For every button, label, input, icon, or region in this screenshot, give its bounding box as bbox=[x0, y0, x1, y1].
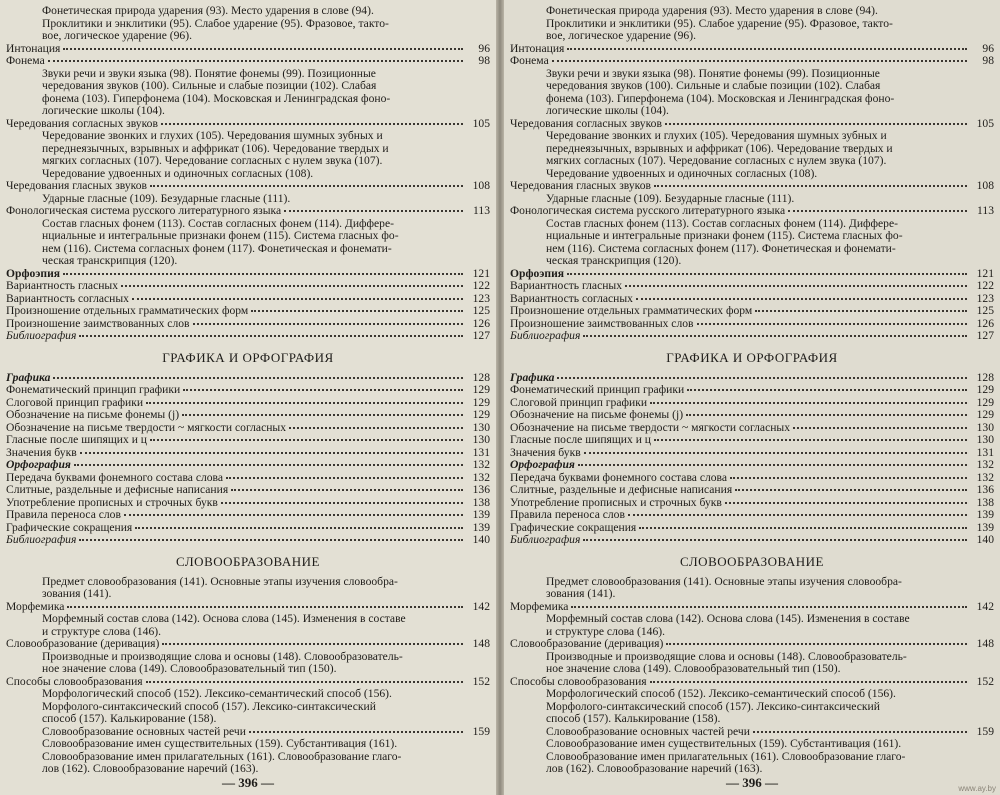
leader-dots bbox=[571, 599, 967, 608]
leader-dots bbox=[583, 532, 967, 541]
toc-entry-label: Библиография bbox=[6, 329, 77, 342]
toc-page-number: 130 bbox=[472, 433, 490, 446]
toc-entry-label: Орфоэпия bbox=[6, 266, 61, 280]
toc-subentries bbox=[6, 651, 490, 676]
leader-dots bbox=[697, 316, 967, 325]
toc-entry-label: Орфоэпия bbox=[510, 266, 565, 280]
toc-page-number: 127 bbox=[976, 329, 994, 342]
toc-entry-label: Графика bbox=[510, 370, 555, 384]
toc-entry-label: Фонологическая система русского литературного языка bbox=[6, 204, 282, 217]
subentry-line: ное значение слова (149). Словообразовательный тип (150). bbox=[42, 662, 337, 675]
toc-entry[interactable] bbox=[510, 638, 994, 651]
subentry-line: Производные и производящие слова и основы (148). Словообразователь- bbox=[546, 649, 907, 663]
toc-page-number: 105 bbox=[976, 116, 994, 130]
toc-entry-label: Вариантность гласных bbox=[510, 279, 623, 292]
toc-page-number: 139 bbox=[976, 520, 994, 534]
subentry-line: зования (141). bbox=[42, 587, 112, 600]
toc-page-number: 108 bbox=[472, 179, 490, 192]
toc-page-number: 113 bbox=[473, 204, 490, 217]
toc-page-number: 136 bbox=[976, 483, 994, 496]
leader-dots bbox=[132, 291, 463, 300]
toc-entry[interactable] bbox=[6, 205, 490, 218]
leader-dots bbox=[161, 116, 463, 125]
leader-dots bbox=[654, 432, 967, 441]
leader-dots bbox=[249, 724, 463, 733]
toc-subentries bbox=[6, 688, 490, 726]
toc-entry[interactable] bbox=[510, 118, 994, 131]
toc-entry-label: Библиография bbox=[510, 329, 581, 342]
leader-dots bbox=[289, 420, 463, 429]
leader-dots bbox=[578, 457, 967, 466]
subentry-line: способ (157). Калькирование (158). bbox=[42, 712, 217, 725]
toc-entry-label: Произношение отдельных грамматических форм bbox=[510, 304, 753, 317]
leader-dots bbox=[730, 470, 967, 479]
toc-page-number: 139 bbox=[472, 520, 490, 534]
page-number-footer: — 396 — bbox=[222, 775, 274, 790]
leader-dots bbox=[636, 291, 967, 300]
subentry-line: Морфологический способ (152). Лексико-семантический способ (156). bbox=[546, 687, 896, 700]
toc-entry-label: Фонема bbox=[510, 54, 549, 67]
subentry-line: Словообразование имен прилагательных (161). Словообразование глаго- bbox=[42, 749, 402, 763]
toc-entry-label: Морфемика bbox=[510, 599, 569, 613]
toc-entry-label: Произношение отдельных грамматических форм bbox=[6, 304, 249, 317]
leader-dots bbox=[639, 520, 967, 529]
subentry-line: Чередование звонких и глухих (105). Чередования шумных зубных и bbox=[42, 129, 383, 142]
toc-page-number: 142 bbox=[976, 599, 994, 613]
toc-entry-label: Чередования гласных звуков bbox=[6, 179, 147, 192]
toc-subentries bbox=[510, 5, 994, 43]
toc-subentries bbox=[6, 218, 490, 268]
left-page bbox=[0, 0, 496, 795]
subentry-line: ческая транскрипция (120). bbox=[546, 254, 682, 267]
leader-dots bbox=[146, 395, 463, 404]
toc-page-number: 96 bbox=[982, 41, 994, 55]
leader-dots bbox=[567, 41, 967, 50]
subentry-line: Проклитики и энклитики (95). Слабое ударение (95). Фразовое, такто- bbox=[42, 16, 389, 30]
toc-subentries bbox=[6, 613, 490, 638]
toc-page-number: 121 bbox=[472, 266, 490, 280]
toc-page-number: 123 bbox=[472, 291, 490, 305]
toc-page-number: 127 bbox=[472, 329, 490, 342]
leader-dots bbox=[162, 636, 463, 645]
toc-page-number: 140 bbox=[472, 533, 490, 546]
toc-page-number: 152 bbox=[472, 674, 490, 688]
toc-entry-label: Фонематический принцип графики bbox=[510, 383, 685, 396]
toc-page-number: 122 bbox=[472, 279, 490, 292]
subentry-line: Чередование удвоенных и одиночных согласных (108). bbox=[42, 166, 314, 180]
subentry-line: переднеязычных, взрывных и аффрикат (106). Чередование твердых и bbox=[546, 141, 893, 155]
leader-dots bbox=[146, 674, 463, 683]
leader-dots bbox=[121, 278, 463, 287]
toc-entry-label: Произношение заимствованных слов bbox=[510, 316, 694, 330]
toc-page-number: 125 bbox=[976, 304, 994, 317]
toc-entry[interactable] bbox=[510, 726, 994, 739]
subentry-line: нем (116). Система согласных фонем (117). Фонетическая и фонемати- bbox=[42, 241, 392, 255]
toc-entry[interactable] bbox=[6, 726, 490, 739]
subentry-line: фонема (103). Гиперфонема (104). Московская и Ленинградская фоно- bbox=[546, 91, 895, 105]
toc-entry[interactable] bbox=[510, 676, 994, 689]
toc-entry-label: Орфография bbox=[6, 458, 71, 471]
subentry-line: Словообразование имен прилагательных (161). Словообразование глаго- bbox=[546, 749, 906, 763]
toc-page-number: 105 bbox=[472, 116, 490, 130]
toc-subentries bbox=[6, 130, 490, 180]
toc-page-number: 139 bbox=[976, 508, 994, 521]
subentry-line: Проклитики и энклитики (95). Слабое ударение (95). Фразовое, такто- bbox=[546, 16, 893, 30]
toc-subentries bbox=[510, 688, 994, 726]
toc-subentries bbox=[6, 738, 490, 776]
watermark: www.ay.by bbox=[958, 784, 996, 793]
toc-entry[interactable] bbox=[6, 638, 490, 651]
leader-dots bbox=[725, 495, 967, 504]
toc-page-number: 129 bbox=[976, 395, 994, 409]
toc-page-number: 129 bbox=[472, 395, 490, 409]
subentry-line: Производные и производящие слова и основы (148). Словообразователь- bbox=[42, 649, 403, 663]
leader-dots bbox=[226, 470, 463, 479]
toc-entry-label: Передача буквами фонемного состава слова bbox=[6, 470, 224, 484]
toc-entry-label: Фонема bbox=[6, 54, 45, 67]
subentry-line: ное значение слова (149). Словообразовательный тип (150). bbox=[546, 662, 841, 675]
subentry-line: Морфемный состав слова (142). Основа слова (145). Изменения в составе bbox=[42, 612, 406, 625]
toc-page-number: 96 bbox=[478, 41, 490, 55]
toc-page-number: 128 bbox=[976, 370, 994, 384]
subentry-line: Морфолого-синтаксический способ (157). Лексико-синтаксический bbox=[42, 699, 376, 713]
toc-entry-label: Словообразование (деривация) bbox=[6, 637, 160, 650]
book-gutter bbox=[496, 0, 504, 795]
toc-entry-label: Слоговой принцип графики bbox=[6, 395, 144, 409]
toc-page-number: 148 bbox=[472, 637, 490, 650]
toc-page-number: 140 bbox=[976, 533, 994, 546]
toc-subentries bbox=[510, 613, 994, 638]
toc-page-number: 131 bbox=[976, 445, 994, 459]
leader-dots bbox=[80, 445, 463, 454]
leader-dots bbox=[150, 432, 463, 441]
toc-page-number: 126 bbox=[472, 316, 490, 330]
section-title: СЛОВООБРАЗОВАНИЕ bbox=[176, 553, 320, 569]
leader-dots bbox=[53, 370, 463, 379]
toc-page-number: 132 bbox=[976, 470, 994, 484]
toc-entry-label: Гласные после шипящих и ц bbox=[510, 433, 652, 446]
toc-page-number: 142 bbox=[472, 599, 490, 613]
subentry-line: мягких согласных (107). Чередование согласных с нулем звука (107). bbox=[546, 154, 887, 167]
toc-entry[interactable] bbox=[510, 180, 994, 193]
subentry-line: Фонетическая природа ударения (93). Место ударения в слове (94). bbox=[42, 4, 374, 17]
toc-entry-label: Значения букв bbox=[510, 445, 581, 459]
subentry-line: Ударные гласные (109). Безударные гласные (111). bbox=[546, 191, 795, 205]
toc-entry-label: Чередования гласных звуков bbox=[510, 179, 651, 192]
leader-dots bbox=[584, 445, 967, 454]
section-title: ГРАФИКА И ОРФОГРАФИЯ bbox=[666, 349, 838, 365]
subentry-line: Морфолого-синтаксический способ (157). Лексико-синтаксический bbox=[546, 699, 880, 713]
leader-dots bbox=[124, 507, 463, 516]
toc-entry[interactable] bbox=[510, 330, 994, 343]
toc-page-number: 130 bbox=[976, 420, 994, 434]
toc-page-number: 132 bbox=[472, 470, 490, 484]
toc-page-number: 108 bbox=[976, 179, 994, 192]
subentry-line: логические школы (104). bbox=[42, 104, 165, 117]
subentry-line: лов (162). Словообразование наречий (163). bbox=[546, 762, 763, 775]
toc-entry-label: Словообразование основных частей речи bbox=[42, 724, 246, 738]
toc-entry[interactable] bbox=[6, 676, 490, 689]
leader-dots bbox=[552, 53, 967, 62]
subentry-line: Словообразование имен существительных (159). Субстантивация (161). bbox=[546, 737, 902, 750]
toc-subentries bbox=[510, 130, 994, 180]
toc-entry-label: Произношение заимствованных слов bbox=[6, 316, 190, 330]
leader-dots bbox=[788, 203, 967, 212]
leader-dots bbox=[687, 382, 967, 391]
toc-page-number: 122 bbox=[976, 279, 994, 292]
toc-page-number: 123 bbox=[976, 291, 994, 305]
toc-entry-label: Слитные, раздельные и дефисные написания bbox=[6, 483, 229, 496]
subentry-line: Морфологический способ (152). Лексико-семантический способ (156). bbox=[42, 687, 392, 700]
toc-entry-label: Способы словообразования bbox=[6, 674, 143, 688]
toc-page-number: 129 bbox=[472, 408, 490, 421]
toc-page-number: 148 bbox=[976, 637, 994, 650]
toc-entry[interactable] bbox=[6, 534, 490, 547]
leader-dots bbox=[666, 636, 967, 645]
leader-dots bbox=[63, 41, 463, 50]
leader-dots bbox=[251, 303, 463, 312]
toc-page-number: 136 bbox=[472, 483, 490, 496]
subentry-line: нциальные и интегральные признаки фонем (115). Система гласных фо- bbox=[546, 229, 903, 242]
leader-dots bbox=[583, 328, 967, 337]
toc-page-number: 125 bbox=[472, 304, 490, 317]
toc-entry-label: Библиография bbox=[510, 533, 581, 546]
leader-dots bbox=[650, 395, 967, 404]
leader-dots bbox=[793, 420, 967, 429]
toc-page-number: 132 bbox=[976, 458, 994, 471]
toc-page-number: 130 bbox=[472, 420, 490, 434]
toc-entry-label: Обозначение на письме фонемы (j) bbox=[510, 408, 684, 421]
toc-entry-label: Орфография bbox=[510, 458, 575, 471]
toc-subentries bbox=[510, 218, 994, 268]
toc-entry-label: Вариантность согласных bbox=[6, 291, 129, 305]
toc-subentries bbox=[6, 68, 490, 118]
subentry-line: Предмет словообразования (141). Основные этапы изучения словообра- bbox=[546, 574, 902, 588]
subentry-line: чередования звуков (100). Сильные и слабые позиции (102). Слабая bbox=[546, 79, 881, 92]
toc-page-number: 129 bbox=[472, 383, 490, 396]
toc-entry-label: Фонематический принцип графики bbox=[6, 383, 181, 396]
toc-entry-label: Передача буквами фонемного состава слова bbox=[510, 470, 728, 484]
toc-page-number: 131 bbox=[472, 445, 490, 459]
toc-page-number: 152 bbox=[976, 674, 994, 688]
toc-entry-label: Графика bbox=[6, 370, 51, 384]
right-page bbox=[504, 0, 1000, 795]
toc-entry-label: Слоговой принцип графики bbox=[510, 395, 648, 409]
toc-entry[interactable] bbox=[510, 205, 994, 218]
leader-dots bbox=[67, 599, 463, 608]
toc-entry-label: Фонологическая система русского литературного языка bbox=[510, 204, 786, 217]
subentry-line: Предмет словообразования (141). Основные этапы изучения словообра- bbox=[42, 574, 398, 588]
subentry-line: Словообразование имен существительных (159). Субстантивация (161). bbox=[42, 737, 398, 750]
toc-page-number: 130 bbox=[976, 433, 994, 446]
toc-entry-label: Правила переноса слов bbox=[510, 508, 625, 521]
toc-page-number: 128 bbox=[472, 370, 490, 384]
toc-entry-label: Библиография bbox=[6, 533, 77, 546]
subentry-line: вое, логическое ударение (96). bbox=[546, 29, 696, 42]
toc-entry-label: Обозначение на письме твердости ~ мягкости согласных bbox=[6, 420, 287, 434]
leader-dots bbox=[665, 116, 967, 125]
toc-page-number: 98 bbox=[478, 54, 490, 67]
leader-dots bbox=[625, 278, 967, 287]
toc-entry-label: Обозначение на письме твердости ~ мягкости согласных bbox=[510, 420, 791, 434]
toc-entry-label: Чередования согласных звуков bbox=[6, 116, 158, 130]
subentry-line: ческая транскрипция (120). bbox=[42, 254, 178, 267]
toc-subentries bbox=[510, 68, 994, 118]
toc-subentries bbox=[6, 5, 490, 43]
toc-entry[interactable] bbox=[6, 55, 490, 68]
toc-entry-label: Чередования согласных звуков bbox=[510, 116, 662, 130]
toc-entry-label: Употребление прописных и строчных букв bbox=[510, 495, 722, 509]
toc-subentries bbox=[6, 576, 490, 601]
section-title: ГРАФИКА И ОРФОГРАФИЯ bbox=[162, 349, 334, 365]
toc-entry-label: Словообразование (деривация) bbox=[510, 637, 664, 650]
subentry-line: зования (141). bbox=[546, 587, 616, 600]
toc-entry[interactable] bbox=[510, 55, 994, 68]
leader-dots bbox=[221, 495, 463, 504]
toc-page-number: 132 bbox=[472, 458, 490, 471]
subentry-line: нциальные и интегральные признаки фонем (115). Система гласных фо- bbox=[42, 229, 399, 242]
toc-entry-label: Морфемика bbox=[6, 599, 65, 613]
toc-entry-label: Слитные, раздельные и дефисные написания bbox=[510, 483, 733, 496]
toc-entry-label: Интонация bbox=[6, 41, 61, 55]
toc-page-number: 159 bbox=[472, 724, 490, 738]
leader-dots bbox=[557, 370, 967, 379]
subentry-line: Ударные гласные (109). Безударные гласные (111). bbox=[42, 191, 291, 205]
leader-dots bbox=[231, 482, 463, 491]
page-number-footer: — 396 — bbox=[726, 775, 778, 790]
toc-entry-label: Способы словообразования bbox=[510, 674, 647, 688]
subentry-line: Морфемный состав слова (142). Основа слова (145). Изменения в составе bbox=[546, 612, 910, 625]
toc-subentries bbox=[510, 576, 994, 601]
toc-entry-label: Словообразование основных частей речи bbox=[546, 724, 750, 738]
leader-dots bbox=[74, 457, 463, 466]
toc-entry[interactable] bbox=[6, 601, 490, 614]
subentry-line: способ (157). Калькирование (158). bbox=[546, 712, 721, 725]
leader-dots bbox=[79, 328, 463, 337]
toc-page-number: 138 bbox=[976, 495, 994, 509]
leader-dots bbox=[755, 303, 967, 312]
leader-dots bbox=[735, 482, 967, 491]
toc-entry[interactable] bbox=[6, 180, 490, 193]
leader-dots bbox=[79, 532, 463, 541]
toc-entry[interactable] bbox=[510, 601, 994, 614]
leader-dots bbox=[183, 382, 463, 391]
subentry-line: мягких согласных (107). Чередование согласных с нулем звука (107). bbox=[42, 154, 383, 167]
subentry-line: Фонетическая природа ударения (93). Место ударения в слове (94). bbox=[546, 4, 878, 17]
leader-dots bbox=[193, 316, 463, 325]
subentry-line: переднеязычных, взрывных и аффрикат (106). Чередование твердых и bbox=[42, 141, 389, 155]
toc-page-number: 126 bbox=[976, 316, 994, 330]
leader-dots bbox=[753, 724, 967, 733]
subentry-line: фонема (103). Гиперфонема (104). Московская и Ленинградская фоно- bbox=[42, 91, 391, 105]
toc-page-number: 138 bbox=[472, 495, 490, 509]
toc-subentries bbox=[510, 651, 994, 676]
leader-dots bbox=[567, 266, 967, 275]
toc-entry-label: Гласные после шипящих и ц bbox=[6, 433, 148, 446]
subentry-line: нем (116). Система согласных фонем (117). Фонетическая и фонемати- bbox=[546, 241, 896, 255]
toc-entry-label: Правила переноса слов bbox=[6, 508, 121, 521]
toc-page-number: 113 bbox=[977, 204, 994, 217]
subentry-line: Состав гласных фонем (113). Состав согласных фонем (114). Диффере- bbox=[546, 216, 898, 230]
leader-dots bbox=[150, 178, 463, 187]
leader-dots bbox=[48, 53, 463, 62]
toc-entry[interactable] bbox=[6, 118, 490, 131]
leader-dots bbox=[135, 520, 463, 529]
toc-page-number: 159 bbox=[976, 724, 994, 738]
toc-entry-label: Значения букв bbox=[6, 445, 77, 459]
toc-entry[interactable] bbox=[510, 534, 994, 547]
toc-entry-label: Графические сокращения bbox=[6, 520, 133, 534]
toc-page-number: 121 bbox=[976, 266, 994, 280]
section-title: СЛОВООБРАЗОВАНИЕ bbox=[680, 553, 824, 569]
toc-subentries bbox=[510, 738, 994, 776]
subentry-line: Состав гласных фонем (113). Состав согласных фонем (114). Диффере- bbox=[42, 216, 394, 230]
subentry-line: Звуки речи и звуки языка (98). Понятие фонемы (99). Позиционные bbox=[42, 66, 376, 80]
toc-entry[interactable] bbox=[6, 330, 490, 343]
toc-entry-label: Интонация bbox=[510, 41, 565, 55]
leader-dots bbox=[63, 266, 463, 275]
subentry-line: чередования звуков (100). Сильные и слабые позиции (102). Слабая bbox=[42, 79, 377, 92]
subentry-line: логические школы (104). bbox=[546, 104, 669, 117]
toc-page-number: 139 bbox=[472, 508, 490, 521]
toc-entry-label: Вариантность гласных bbox=[6, 279, 119, 292]
leader-dots bbox=[686, 407, 967, 416]
leader-dots bbox=[284, 203, 463, 212]
leader-dots bbox=[654, 178, 967, 187]
toc-page-number: 129 bbox=[976, 408, 994, 421]
toc-entry-label: Графические сокращения bbox=[510, 520, 637, 534]
toc-page-number: 129 bbox=[976, 383, 994, 396]
leader-dots bbox=[182, 407, 463, 416]
subentry-line: лов (162). Словообразование наречий (163). bbox=[42, 762, 259, 775]
subentry-line: и структуре слова (146). bbox=[42, 624, 162, 638]
toc-entry-label: Вариантность согласных bbox=[510, 291, 633, 305]
toc-page-number: 98 bbox=[982, 54, 994, 67]
leader-dots bbox=[628, 507, 967, 516]
subentry-line: Чередование удвоенных и одиночных согласных (108). bbox=[546, 166, 818, 180]
subentry-line: и структуре слова (146). bbox=[546, 624, 666, 638]
subentry-line: Звуки речи и звуки языка (98). Понятие фонемы (99). Позиционные bbox=[546, 66, 880, 80]
toc-entry-label: Употребление прописных и строчных букв bbox=[6, 495, 218, 509]
subentry-line: Чередование звонких и глухих (105). Чередования шумных зубных и bbox=[546, 129, 887, 142]
subentry-line: вое, логическое ударение (96). bbox=[42, 29, 192, 42]
toc-entry-label: Обозначение на письме фонемы (j) bbox=[6, 408, 180, 421]
leader-dots bbox=[650, 674, 967, 683]
